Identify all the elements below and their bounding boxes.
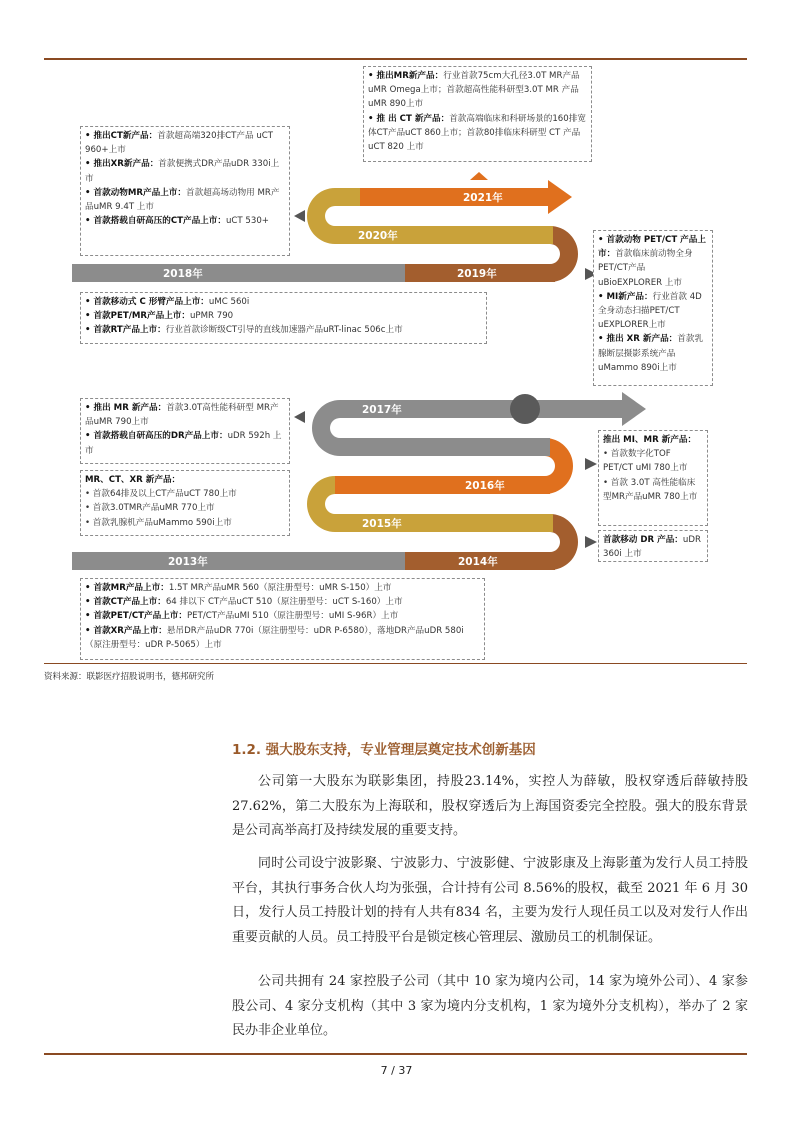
year-label: 2019年	[457, 268, 497, 280]
milestone-box-2014: 首款移动 DR 产品：uDR 360i 上市	[598, 530, 708, 562]
year-label: 2017年	[362, 404, 402, 416]
figure-source: 资料来源：联影医疗招股说明书，德邦研究所	[44, 672, 215, 682]
milestone-box-2017: • 推出 MR 新产品：首款3.0T高性能科研型 MR产品uMR 790上市 • 首款搭载自研高压的DR产品上市：uDR 592h 上市	[80, 398, 290, 464]
bottom-rule	[44, 1053, 747, 1055]
year-label: 2013年	[168, 556, 208, 568]
milestone-box-2021: • 推出MR新产品：行业首款75cm大孔径3.0T MR产品 uMR Omega上市；首款超高性能科研型3.0T MR 产品uMR 890上市 • 推 出 CT 新产品：首款高端临床和科研场景的160排宽体CT产品uCT 860上市；首款80排临床科研型 CT 产品 uCT 820 上市	[363, 66, 592, 162]
figure-bottom-rule	[44, 663, 747, 664]
paragraph: 同时公司设宁波影聚、宁波影力、宁波影健、宁波影康及上海影董为发行人员工持股平台，其执行事务合伙人均为张强，合计持有公司 8.56%的股权，截至 2021 年 6 月 30 日，发行人员工持股计划的持有人共有834 名，主要为发行人现任员工以及对发行人作出重要贡献的人员。员工持股平台是锁定核心管理层、激励员工的机制保证。	[232, 856, 748, 945]
year-label: 2014年	[458, 556, 498, 568]
year-label: 2018年	[163, 268, 203, 280]
arrow-2017	[622, 392, 646, 426]
year-label: 2020年	[358, 230, 398, 242]
bar-2013	[72, 552, 412, 570]
milestone-box-2013: • 首款MR产品上市：1.5T MR产品uMR 560（原注册型号：uMR S-150）上市 • 首款CT产品上市：64 排以下 CT产品uCT 510（原注册型号：uCT S-160）上市 • 首款PET/CT产品上市：PET/CT产品uMI 510（原注册型号：uMI S-96R）上市 • 首款XR产品上市：悬吊DR产品uDR 770i（原注册型号：uDR P-6580），落地DR产品uDR 580i（原注册型号：uDR P-5065）上市	[80, 578, 485, 660]
bar-2016	[335, 476, 550, 494]
paragraph: 公司共拥有 24 家控股子公司（其中 10 家为境内公司，14 家为境外公司）、4 家参股公司、4 家分支机构（其中 3 家为境内分支机构，1 家为境外分支机构），举办了 2 家民办非企业单位。	[232, 974, 748, 1038]
section-title: 1.2. 强大股东支持，专业管理层奠定技术创新基因	[232, 742, 536, 758]
milestone-box-2015: MR、CT、XR 新产品： • 首款64排及以上CT产品uCT 780上市 • 首款3.0TMR产品uMR 770上市 • 首款乳腺机产品uMammo 590i上市	[80, 470, 290, 536]
year-label: 2015年	[362, 518, 402, 530]
milestone-box-2020: • 推出CT新产品：首款超高端320排CT产品 uCT 960+上市 • 推出XR新产品：首款便携式DR产品uDR 330i上市 • 首款动物MR产品上市：首款超高场动物用 MR产品uMR 9.4T 上市 • 首款搭载自研高压的CT产品上市：uCT 530+	[80, 126, 290, 256]
paragraph: 公司第一大股东为联影集团，持股23.14%，实控人为薛敏，股权穿透后薛敏持股27.62%，第二大股东为上海联和，股权穿透后为上海国资委完全控股。强大的股东背景是公司高举高打及持续发展的重要支持。	[232, 774, 748, 838]
milestone-box-2016: 推出 MI、MR 新产品： • 首款数字化TOF PET/CT uMI 780上市 • 首款 3.0T 高性能临床型MR产品uMR 780上市	[598, 430, 708, 526]
year-label: 2021年	[463, 192, 503, 204]
year-label: 2016年	[465, 480, 505, 492]
milestone-box-2019: • 首款动物 PET/CT 产品上市：首款临床前动物全身PET/CT产品uBioEXPLORER 上市 • MI新产品：行业首款 4D 全身动态扫描PET/CT uEXPLORER上市 • 推出 XR 新产品：首款乳腺断层摄影系统产品uMammo 890i上市	[593, 230, 713, 386]
milestone-box-2018: • 首款移动式 C 形臂产品上市：uMC 560i • 首款PET/MR产品上市：uPMR 790 • 首款RT产品上市：行业首款诊断级CT引导的直线加速器产品uRT-linac 506c上市	[80, 292, 487, 344]
milestone-dot	[510, 394, 540, 424]
page-number: 7 / 37	[380, 1064, 413, 1077]
